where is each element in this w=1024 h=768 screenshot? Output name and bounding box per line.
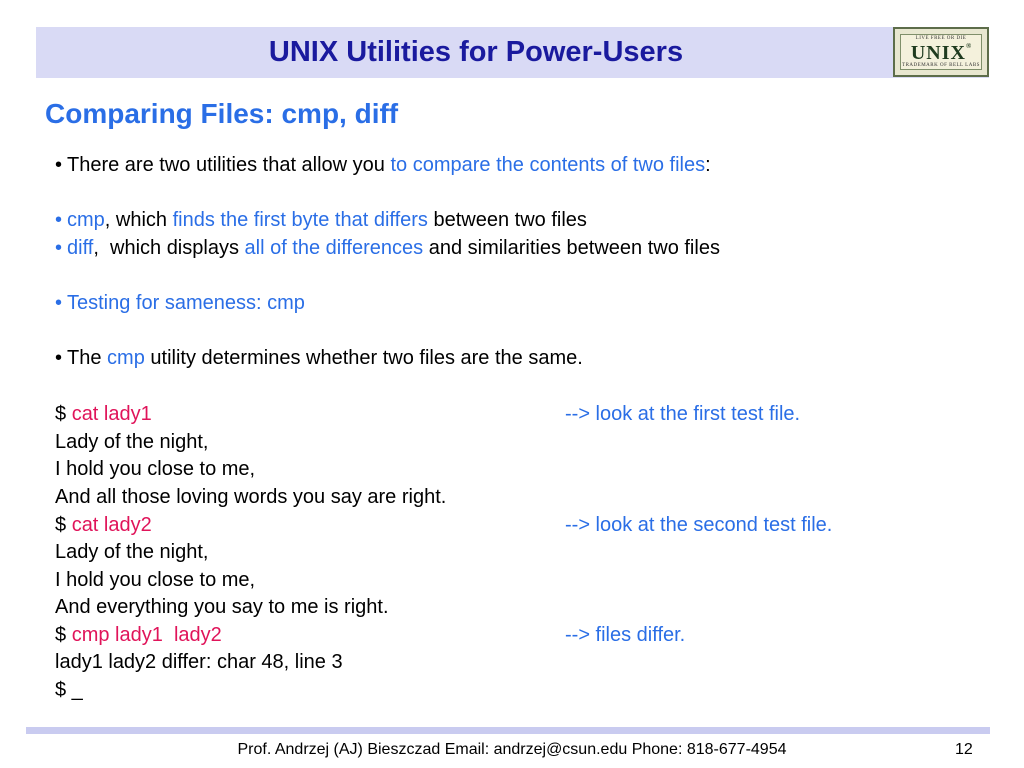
logo-word-text: UNIX bbox=[910, 42, 966, 64]
b3-mid: , which displays bbox=[93, 237, 245, 259]
terminal-cmd-cat-lady2 bbox=[55, 513, 152, 537]
final-prompt: $ _ bbox=[55, 679, 83, 701]
bullet-dot: • bbox=[55, 292, 63, 314]
bullet-dot: • bbox=[55, 154, 63, 176]
bullet-dot: • bbox=[55, 237, 63, 259]
bullet-cmp-determines bbox=[55, 346, 583, 370]
b3-cmd: diff bbox=[67, 237, 94, 259]
b3-post: and similarities between two files bbox=[423, 237, 720, 259]
b2-highlight: finds the first byte that differs bbox=[172, 209, 428, 231]
logo-bottom-text: TRADEMARK OF BELL LABS bbox=[902, 63, 980, 68]
logo-top-text: LIVE FREE OR DIE bbox=[915, 36, 967, 41]
lady2-line-2: I hold you close to me, bbox=[55, 569, 256, 591]
note-files-differ: --> files differ. bbox=[565, 624, 686, 646]
bullet-testing-sameness bbox=[55, 291, 305, 315]
prompt: $ bbox=[55, 403, 72, 425]
unix-logo bbox=[893, 27, 989, 77]
b3-highlight: all of the differences bbox=[244, 237, 424, 259]
terminal-cmd-cat-lady1 bbox=[55, 402, 152, 426]
prompt: $ bbox=[55, 624, 72, 646]
lady2-line-1: Lady of the night, bbox=[55, 541, 209, 563]
cmp-result: lady1 lady2 differ: char 48, line 3 bbox=[55, 651, 343, 673]
title-bar bbox=[36, 27, 989, 78]
cmd1: cat lady1 bbox=[71, 403, 152, 425]
footer-contact: Prof. Andrzej (AJ) Bieszczad Email: andrzej@csun.edu Phone: 818-677-4954 bbox=[237, 741, 787, 758]
b1-pre: There are two utilities that allow you bbox=[67, 154, 391, 176]
b5-post: utility determines whether two files are the same. bbox=[144, 347, 583, 369]
bullet-cmp bbox=[55, 208, 587, 232]
b2-post: between two files bbox=[427, 209, 587, 231]
lady2-line-3: And everything you say to me is right. bbox=[55, 596, 389, 618]
bullet-dot: • bbox=[55, 347, 63, 369]
slide-title: UNIX Utilities for Power-Users bbox=[268, 36, 684, 68]
terminal-cmd-cmp bbox=[55, 623, 222, 647]
b5-cmd: cmp bbox=[107, 347, 145, 369]
cmd3: cmp lady1 lady2 bbox=[71, 624, 222, 646]
prompt: $ bbox=[55, 514, 72, 536]
b1-highlight: to compare the contents of two files bbox=[390, 154, 706, 176]
bullet-dot: • bbox=[55, 209, 63, 231]
bullet-diff bbox=[55, 236, 720, 260]
note-first-file: --> look at the first test file. bbox=[565, 403, 801, 425]
lady1-line-1: Lady of the night, bbox=[55, 431, 209, 453]
b5-pre: The bbox=[67, 347, 108, 369]
bullet-compare-utilities bbox=[55, 153, 711, 177]
logo-word bbox=[901, 42, 981, 65]
b4-text: Testing for sameness: cmp bbox=[67, 292, 305, 314]
note-second-file: --> look at the second test file. bbox=[565, 514, 833, 536]
logo-reg-mark: ® bbox=[965, 42, 972, 50]
cmd2: cat lady2 bbox=[71, 514, 152, 536]
footer-bar bbox=[26, 727, 990, 734]
lady1-line-2: I hold you close to me, bbox=[55, 458, 256, 480]
lady1-line-3: And all those loving words you say are right. bbox=[55, 486, 447, 508]
page-number: 12 bbox=[955, 741, 973, 758]
b2-cmd: cmp bbox=[67, 209, 105, 231]
unix-logo-plate bbox=[900, 34, 982, 70]
b2-mid: , which bbox=[104, 209, 173, 231]
slide-subtitle: Comparing Files: cmp, diff bbox=[45, 98, 399, 129]
b1-post: : bbox=[705, 154, 711, 176]
